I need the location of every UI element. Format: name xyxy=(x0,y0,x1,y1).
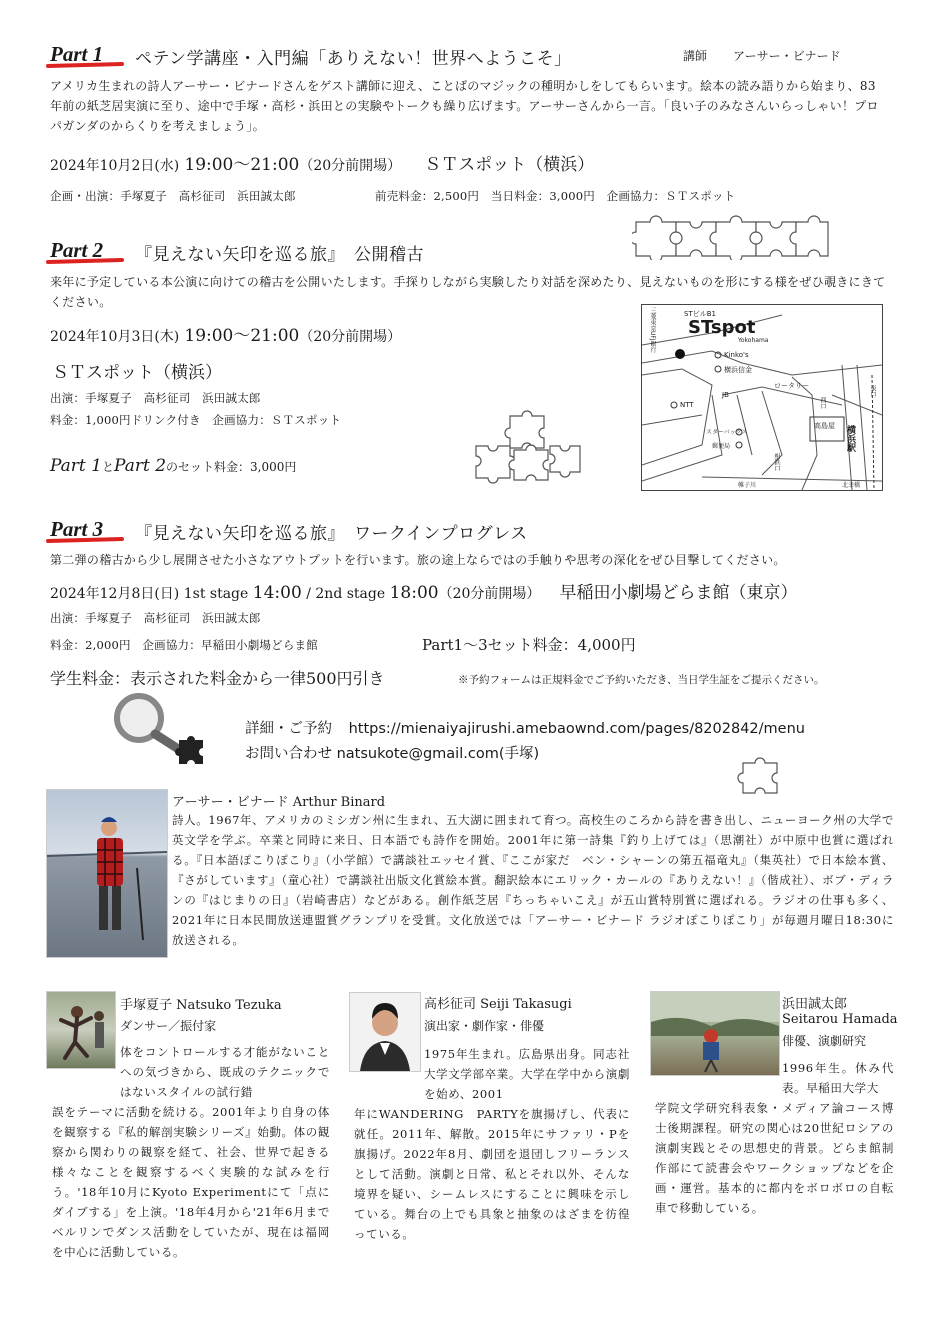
part3-stage1: 1st stage xyxy=(179,586,253,602)
part2-label: Part 2 xyxy=(50,238,104,262)
part2-date: 2024年10月3日(木) xyxy=(50,329,180,345)
part2-date-line xyxy=(50,321,401,346)
part1-credits: 企画・出演：手塚夏子 高杉征司 浜田誠太郎 xyxy=(50,189,296,203)
part3-time2: 18:00 xyxy=(389,583,439,603)
map-east-exit: 東口 xyxy=(869,385,876,397)
set-part2-label: Part 2 xyxy=(114,456,167,476)
part2-price: 料金：1,000円ドリンク付き 企画協力：ＳＴスポット xyxy=(50,413,342,427)
part3-date: 2024年12月8日(日) xyxy=(50,586,180,602)
part3-label: Part 3 xyxy=(50,517,104,541)
contact-url[interactable]: https://mienaiyajirushi.amebaownd.com/pages/8202842/menu xyxy=(348,721,805,737)
part3-price: 料金：2,000円 企画協力：早稲田小劇場どらま館 xyxy=(50,638,318,652)
part3-set-price: Part1〜3セット料金：4,000円 xyxy=(422,636,636,654)
part1-description: アメリカ生まれの詩人アーサー・ビナードさんをゲスト講師に迎え、ことばのマジックの種明かしをしてもらいます。絵本の読み語りから始まり、83年前の紙芝居実演に至り、途中で手塚・高杉・浜田との実験やトークも繰り広げます。アーサーさんから一言。「良い子のみなさんいらっしゃい！プロパガンダのからくりを考えましょう」。 xyxy=(50,79,879,133)
part2-cast: 出演：手塚夏子 高杉征司 浜田誠太郎 xyxy=(50,391,261,405)
takasugi-name: 高杉征司 Seiji Takasugi xyxy=(424,997,572,1012)
part1-title: ペテン学講座・入門編「ありえない！世界へようこそ」 xyxy=(135,49,572,69)
map-west-exit: 西口 xyxy=(819,397,826,409)
puzzle-cluster-icon xyxy=(470,410,585,485)
part1-lecturer: アーサー・ビナード xyxy=(733,49,841,63)
arthur-figure xyxy=(47,790,167,957)
student-price: 学生料金：表示された料金から一律500円引き xyxy=(50,669,385,688)
takasugi-bio-b: 年にWANDERING PARTYを旗揚げし、代表に就任。2011年、解散。2015年にサファリ・Pを旗揚げ。2022年8月、劇団を退団しフリーランスとして活動。演劇と日常、私とそれ以外、そんな境界を疑い、シームレスにすることに興味を示している。舞台の上でも具象と抽象のはざまを彷徨っている。 xyxy=(354,1107,630,1241)
arthur-bio: 詩人。1967年、アメリカのミシガン州に生まれ、五大湖に囲まれて育つ。高校生のころから詩を書き出し、ニューヨーク州の大学で英文学を学ぶ。卒業と同時に来日、日本語でも詩作を開始。2001年に第一詩集『釣り上げては』（思潮社）が中原中也賞に選ばれる。『日本語ぽこりぽこり』（小学館）で講談社エッセイ賞、『ここが家だ ベン・シャーンの第五福竜丸』（集英社）で日本絵本賞、『さがしています』（童心社）で講談社出版文化賞絵本賞。翻訳絵本にエリック・カールの『ありえない！』（偕成社）、ボブ・ディランの『はじまりの日』（岩崎書店）などがある。創作紙芝居『ちっちゃいこえ』が五山賞特別賞に選ばれる。ラジオの仕事も多く、2021年に日本民間放送連盟賞グランプリを受賞。文化放送では「アーサー・ビナード ラジオぽこりぽこり」が毎週月曜日18:30に放送される。 xyxy=(172,813,894,947)
contact-email[interactable]: natsukote@gmail.com(手塚) xyxy=(336,746,540,762)
venue-marker xyxy=(675,349,685,359)
part3-title: 『見えない矢印を巡る旅』 ワークインプログレス xyxy=(135,524,528,544)
map-jb: JB xyxy=(722,391,729,399)
hamada-photo xyxy=(650,991,780,1076)
contact-detail-label: 詳細・ご予約 xyxy=(245,721,332,737)
map-sotetsu: 相鉄口 xyxy=(773,453,780,471)
part1-opening: （20分前開場） xyxy=(299,158,402,174)
map-bridge: 北幸橋 xyxy=(842,482,861,489)
part2-opening: （20分前開場） xyxy=(299,329,402,345)
part1-venue: ＳＴスポット（横浜） xyxy=(424,155,595,175)
tezuka-bio-b: 誤をテーマに活動を続ける。2001年より自身の体を観察する『私的解剖実験シリーズ』始動。体の観察から関わりの観察を経て、社会、世界で起きる様々なことを観察するべく実験的な試みを行う。'18年10月にKyoto Experimentにて「点にダイブする」を上演。'18年4月から'21年6月までベルリンでダンス活動をしていたが、現在は福岡を中心に活動している。 xyxy=(52,1105,330,1259)
map-shinkin: 横浜信金 xyxy=(724,366,752,374)
hamada-figure xyxy=(651,992,779,1075)
part2-time: 19:00〜21:00 xyxy=(184,326,300,346)
part1-time: 19:00〜21:00 xyxy=(184,155,300,175)
hamada-role: 俳優、演劇研究 xyxy=(782,1034,867,1048)
hamada-bio-a: 1996年生。休み代表。早稲田大学大 xyxy=(782,1061,894,1095)
tezuka-role: ダンサー／振付家 xyxy=(120,1019,217,1033)
hamada-bio-b: 学院文学研究科表象・メディア論コース博士後期課程。研究の関心は20世紀ロシアの演劇実践とその思想史的背景。どらま館制作部にて読書会やワークショップなどを企画・運営。基本的に都内をボロボロの自転車で移動している。 xyxy=(655,1101,894,1215)
tezuka-photo xyxy=(46,991,116,1069)
map-roads xyxy=(642,305,882,490)
part2-title: 『見えない矢印を巡る旅』 公開稽古 xyxy=(135,245,424,265)
map-logo-sub: Yokohama xyxy=(738,337,769,344)
part2-venue: ＳＴスポット（横浜） xyxy=(52,363,222,383)
part1-label: Part 1 xyxy=(50,42,104,66)
part2-set-price-line xyxy=(50,456,296,476)
tezuka-bio-a: 体をコントロールする才能がないことへの気づきから、既成のテクニックではないスタイルの試行錯 xyxy=(120,1045,330,1099)
part3-venue: 早稲田小劇場どらま館（東京） xyxy=(559,583,798,603)
part3-opening: （20分前開場） xyxy=(438,586,541,602)
arthur-name: アーサー・ビナード Arthur Binard xyxy=(172,795,386,810)
map-kinkos: Kinko's xyxy=(724,351,749,359)
map-logo: STspot xyxy=(688,317,756,338)
student-note: ※予約フォームは正規料金でご予約いただき、当日学生証をご提示ください。 xyxy=(458,674,825,686)
part3-sep: / xyxy=(301,586,316,602)
part1-lecturer-tag: 講師 xyxy=(683,49,708,63)
set-price: のセット料金：3,000円 xyxy=(166,460,297,474)
arthur-photo xyxy=(46,789,168,958)
set-and: と xyxy=(102,460,115,474)
map-rotary: ロータリー xyxy=(774,382,809,390)
set-part1-label: Part 1 xyxy=(50,456,102,476)
map-building: STビルB1 xyxy=(684,310,716,318)
part3-time1: 14:00 xyxy=(252,583,302,603)
map-ntt: NTT xyxy=(680,401,694,409)
map-takashimaya: 高島屋 xyxy=(814,422,835,430)
map-bank-label: 三菱東京UFJ銀行 xyxy=(649,307,656,353)
part3-stage2: 2nd stage xyxy=(315,586,390,602)
map-station: 横浜駅 xyxy=(845,425,855,452)
tezuka-figure xyxy=(47,992,115,1068)
takasugi-role: 演出家・劇作家・俳優 xyxy=(424,1019,545,1033)
venue-map xyxy=(641,304,883,491)
takasugi-photo xyxy=(349,992,421,1072)
hamada-name-jp: 浜田誠太郎 xyxy=(782,997,848,1012)
puzzle-strip-icon xyxy=(632,208,832,260)
part2-description: 来年に予定している本公演に向けての稽古を公開いたします。手探りしながら実験したり対話を深めたり、見えないものを形にする様をぜひ覗きにきてください。 xyxy=(50,275,886,309)
magnifier-icon xyxy=(105,690,215,765)
part3-description: 第二弾の稽古から少し展開させた小さなアウトプットを行います。旅の途上ならではの手触りや思考の深化をぜひ目撃してください。 xyxy=(50,553,786,567)
map-post: 郵便局 xyxy=(712,443,731,450)
contact-inquiry-label: お問い合わせ xyxy=(245,746,332,762)
part3-cast: 出演：手塚夏子 高杉征司 浜田誠太郎 xyxy=(50,611,261,625)
part1-date-line xyxy=(50,150,594,175)
takasugi-figure xyxy=(350,993,420,1071)
map-starbucks: スターバックス xyxy=(706,429,748,436)
hamada-name-en: Seitarou Hamada xyxy=(782,1012,898,1027)
tezuka-name: 手塚夏子 Natsuko Tezuka xyxy=(120,998,282,1013)
part1-date: 2024年10月2日(水) xyxy=(50,158,180,174)
map-river: 帷子川 xyxy=(738,482,757,489)
part3-date-line xyxy=(50,578,798,603)
part1-prices: 前売料金：2,500円 当日料金：3,000円 企画協力：ＳＴスポット xyxy=(375,189,736,203)
contact-detail-line xyxy=(245,717,805,738)
puzzle-piece-icon xyxy=(735,755,795,800)
contact-inquiry-line xyxy=(245,742,539,763)
takasugi-bio-a: 1975年生まれ。広島県出身。同志社大学文学部卒業。大学在学中から演劇を始め、2001 xyxy=(424,1047,630,1101)
